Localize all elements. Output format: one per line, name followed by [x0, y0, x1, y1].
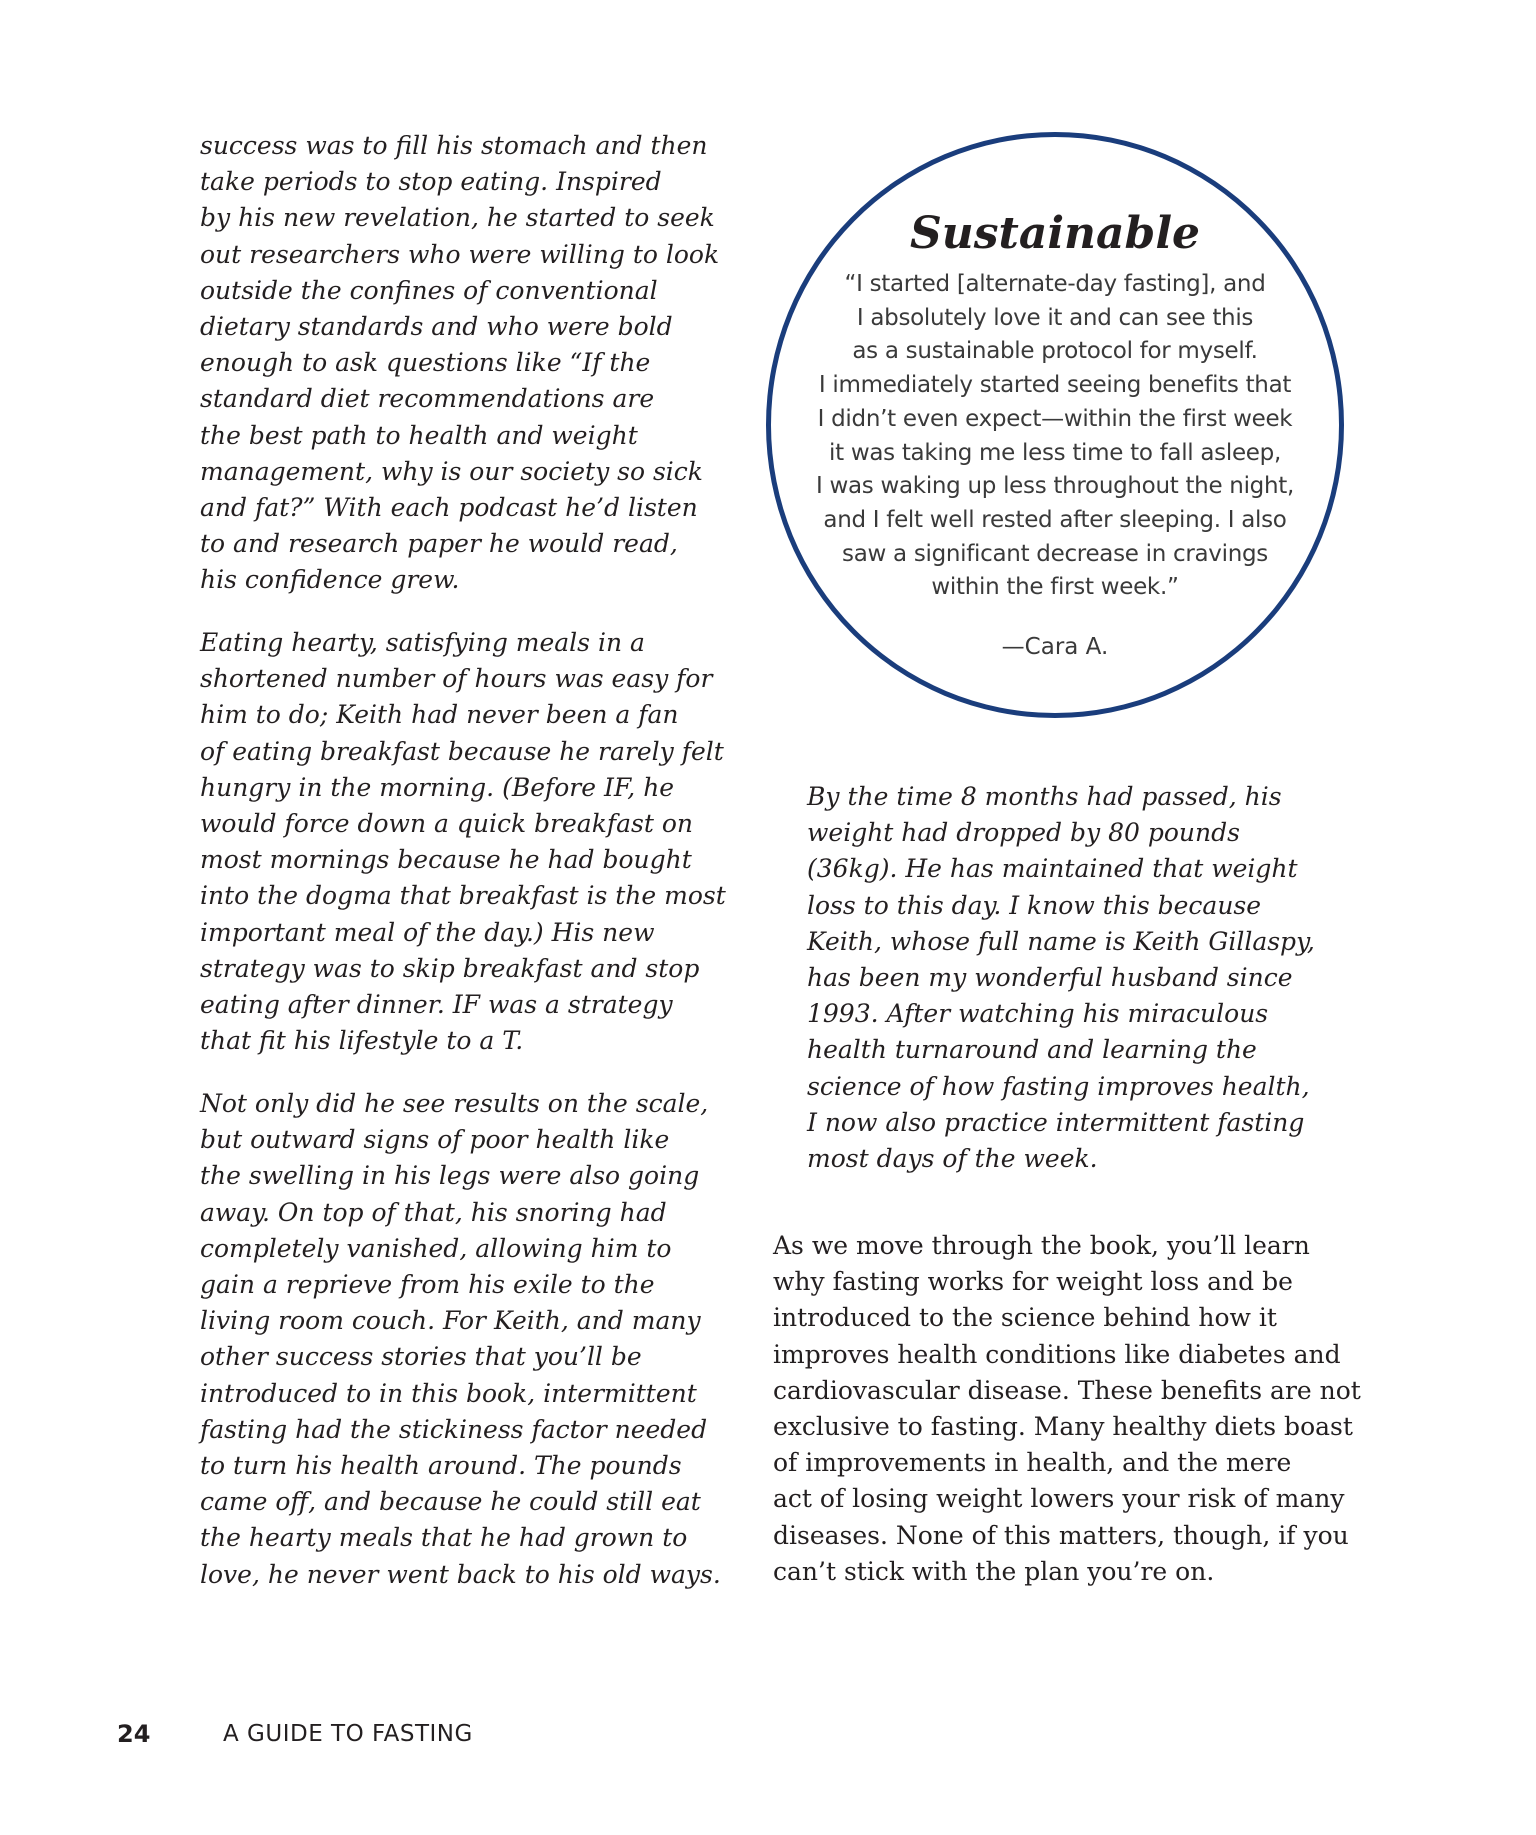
running-footer-title: A GUIDE TO FASTING: [223, 1721, 473, 1747]
text-line: I immediately started seeing benefits that: [818, 372, 1292, 399]
left-paragraph-1: [200, 128, 719, 599]
text-line: the hearty meals that he had grown to: [200, 1523, 688, 1553]
text-line: introduced to in this book, intermittent: [200, 1378, 697, 1408]
text-line: into the dogma that breakfast is the most: [200, 881, 726, 911]
text-line: cardiovascular disease. These benefits are not: [773, 1375, 1361, 1405]
text-line: out researchers who were willing to look: [200, 239, 720, 269]
text-line: shortened number of hours was easy for: [200, 664, 713, 694]
text-line: By the time 8 months had passed, his: [807, 782, 1282, 811]
text-line: and I felt well rested after sleeping. I also: [823, 506, 1287, 533]
text-line: of eating breakfast because he rarely felt: [200, 736, 724, 766]
text-line: (36kg). He has maintained that weight: [807, 854, 1298, 884]
text-line: his confidence grew.: [200, 565, 460, 595]
text-line: why fasting works for weight loss and be: [773, 1267, 1293, 1297]
text-line: saw a significant decrease in cravings: [842, 540, 1268, 567]
text-line: diseases. None of this matters, though, if you: [773, 1520, 1349, 1550]
text-line: most mornings because he had bought: [200, 845, 692, 875]
text-line: I was waking up less throughout the night,: [816, 473, 1294, 500]
text-line: has been my wonderful husband since: [807, 963, 1293, 993]
text-line: enough to ask questions like “If the: [200, 348, 651, 378]
text-line: weight had dropped by 80 pounds: [807, 818, 1240, 848]
left-paragraph-2: [200, 625, 726, 1059]
page-number: 24: [117, 1720, 151, 1748]
text-line: gain a reprieve from his exile to the: [200, 1270, 655, 1300]
text-line: dietary standards and who were bold: [200, 312, 673, 342]
text-line: Eating hearty, satisfying meals in a: [200, 628, 645, 657]
text-line: within the first week.”: [931, 574, 1179, 601]
text-line: as a sustainable protocol for myself.: [852, 338, 1258, 365]
text-line: eating after dinner. IF was a strategy: [200, 990, 673, 1020]
text-line: Keith, whose full name is Keith Gillaspy,: [807, 926, 1315, 956]
right-paragraph-italic: [807, 779, 1315, 1177]
text-line: living room couch. For Keith, and many: [200, 1306, 701, 1336]
text-line: strategy was to skip breakfast and stop: [200, 953, 700, 983]
text-line: fasting had the stickiness factor needed: [200, 1414, 708, 1444]
text-line: can’t stick with the plan you’re on.: [773, 1556, 1215, 1586]
text-line: of improvements in health, and the mere: [773, 1448, 1292, 1478]
text-line: improves health conditions like diabetes and: [773, 1339, 1341, 1369]
text-line: most days of the week.: [807, 1144, 1098, 1174]
text-line: came off, and because he could still eat: [200, 1487, 701, 1517]
text-line: introduced to the science behind how it: [773, 1303, 1277, 1333]
text-line: Not only did he see results on the scale,: [200, 1089, 709, 1118]
text-line: the swelling in his legs were also going: [200, 1161, 700, 1191]
text-line: outside the confines of conventional: [200, 275, 658, 305]
text-line: away. On top of that, his snoring had: [200, 1197, 667, 1227]
text-line: standard diet recommendations are: [200, 384, 655, 414]
text-line: management, why is our society so sick: [200, 456, 703, 486]
text-line: act of losing weight lowers your risk of many: [773, 1484, 1345, 1514]
left-paragraph-3: [200, 1086, 721, 1593]
text-line: to and research paper he would read,: [200, 529, 678, 559]
text-line: by his new revelation, he started to seek: [200, 203, 715, 233]
text-line: As we move through the book, you’ll learn: [773, 1231, 1310, 1260]
quote-body: [780, 268, 1330, 605]
right-paragraph-roman: [773, 1228, 1361, 1590]
quote-title: Sustainable: [909, 208, 1201, 259]
text-line: but outward signs of poor health like: [200, 1125, 670, 1155]
text-line: love, he never went back to his old ways.: [200, 1559, 721, 1589]
text-line: it was taking me less time to fall asleep,: [829, 439, 1281, 466]
text-line: loss to this day. I know this because: [807, 890, 1262, 920]
text-line: the best path to health and weight: [200, 420, 638, 450]
text-line: take periods to stop eating. Inspired: [200, 167, 662, 197]
text-line: 1993. After watching his miraculous: [807, 999, 1269, 1029]
text-line: him to do; Keith had never been a fan: [200, 700, 679, 730]
text-line: exclusive to fasting. Many healthy diets boast: [773, 1412, 1353, 1442]
text-line: that fit his lifestyle to a T.: [200, 1026, 524, 1056]
text-line: and fat?” With each podcast he’d listen: [200, 493, 698, 523]
text-line: other success stories that you’ll be: [200, 1342, 642, 1372]
text-line: would force down a quick breakfast on: [200, 809, 693, 839]
text-line: health turnaround and learning the: [807, 1035, 1257, 1065]
text-line: hungry in the morning. (Before IF, he: [200, 772, 675, 802]
text-line: I absolutely love it and can see this: [856, 304, 1254, 331]
text-line: important meal of the day.) His new: [200, 917, 655, 947]
text-line: completely vanished, allowing him to: [200, 1233, 672, 1263]
text-line: success was to fill his stomach and then: [200, 131, 708, 160]
text-line: I didn’t even expect—within the first week: [817, 405, 1293, 432]
text-line: I now also practice intermittent fasting: [807, 1107, 1305, 1137]
text-line: “I started [alternate-day fasting], and: [844, 271, 1266, 297]
text-line: science of how fasting improves health,: [807, 1071, 1310, 1101]
quote-author: —Cara A.: [1001, 634, 1109, 660]
text-line: to turn his health around. The pounds: [200, 1451, 682, 1481]
